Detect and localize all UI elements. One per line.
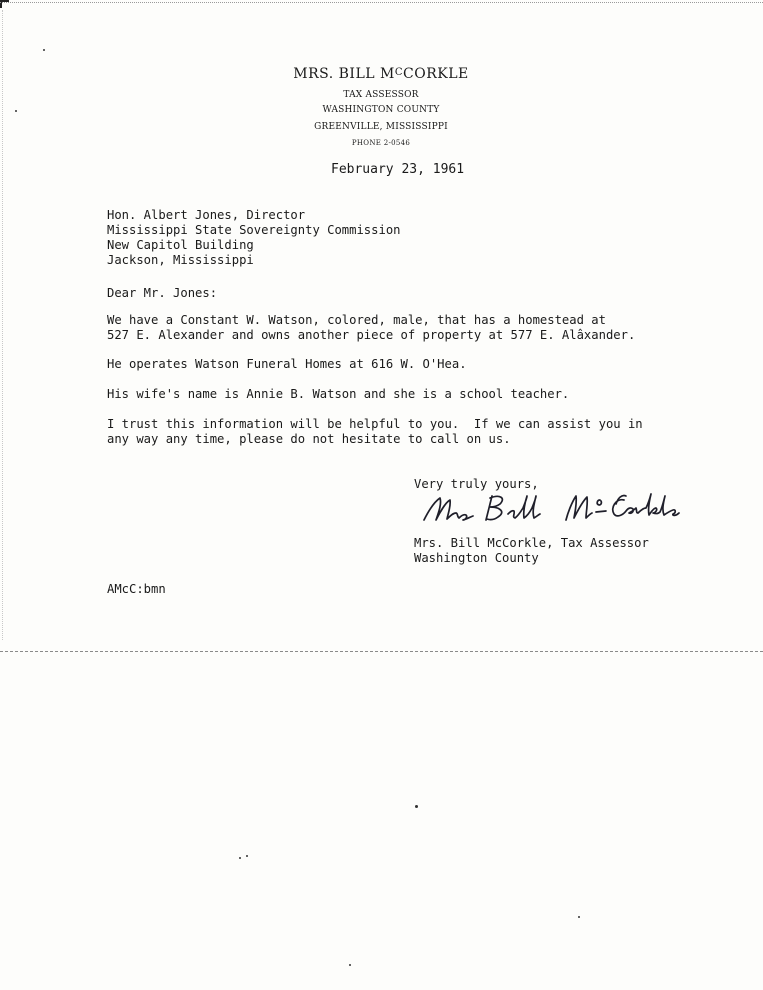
paragraph-1 [107, 313, 635, 343]
recipient-address [107, 208, 401, 268]
scan-speck [415, 805, 418, 808]
paragraph-3: His wife's name is Annie B. Watson and she is a school teacher. [107, 387, 570, 401]
letterhead-name-suffix: CORKLE [403, 66, 469, 82]
handwritten-signature [420, 486, 705, 530]
signer-county: Washington County [414, 551, 539, 565]
paragraph-line: We have a Constant W. Watson, colored, male, that has a homestead at [107, 313, 606, 327]
recipient-line: Mississippi State Sovereignty Commission [107, 223, 401, 237]
paragraph-line: I trust this information will be helpful to you. If we can assist you in [107, 417, 643, 431]
paragraph-line: any way any time, please do not hesitate to call on us. [107, 432, 511, 446]
recipient-line: Jackson, Mississippi [107, 253, 254, 267]
salutation: Dear Mr. Jones: [107, 286, 218, 300]
recipient-line: New Capitol Building [107, 238, 254, 252]
letterhead-county: WASHINGTON COUNTY [322, 105, 440, 115]
letterhead-name-small: C [394, 67, 403, 78]
paragraph-4 [107, 417, 643, 447]
signer-name-title: Mrs. Bill McCorkle, Tax Assessor [414, 536, 649, 550]
paragraph-line: 527 E. Alexander and owns another piece of property at 577 E. Alâxander. [107, 328, 636, 342]
scan-speck [246, 855, 248, 857]
left-edge-rule [2, 10, 3, 640]
complimentary-close: Very truly yours, [414, 477, 539, 491]
scan-speck [578, 916, 580, 918]
letterhead-name-prefix: MRS. BILL M [293, 66, 395, 82]
paragraph-2: He operates Watson Funeral Homes at 616 W. O'Hea. [107, 357, 467, 371]
recipient-line: Hon. Albert Jones, Director [107, 208, 306, 222]
scan-speck [349, 964, 351, 966]
scan-speck [15, 110, 17, 112]
fold-rule [0, 651, 763, 652]
scan-speck [239, 857, 241, 859]
top-edge-rule [0, 2, 763, 3]
signature-block [414, 536, 649, 566]
letterhead-phone: PHONE 2-0546 [351, 139, 411, 147]
letterhead-city: GREENVILLE, MISSISSIPPI [314, 122, 448, 132]
letterhead-title: TAX ASSESSOR [343, 90, 419, 100]
letter-date: February 23, 1961 [331, 162, 465, 177]
scan-speck [43, 49, 45, 51]
letterhead-name [250, 66, 512, 82]
reference-initials: AMcC:bmn [107, 582, 166, 596]
